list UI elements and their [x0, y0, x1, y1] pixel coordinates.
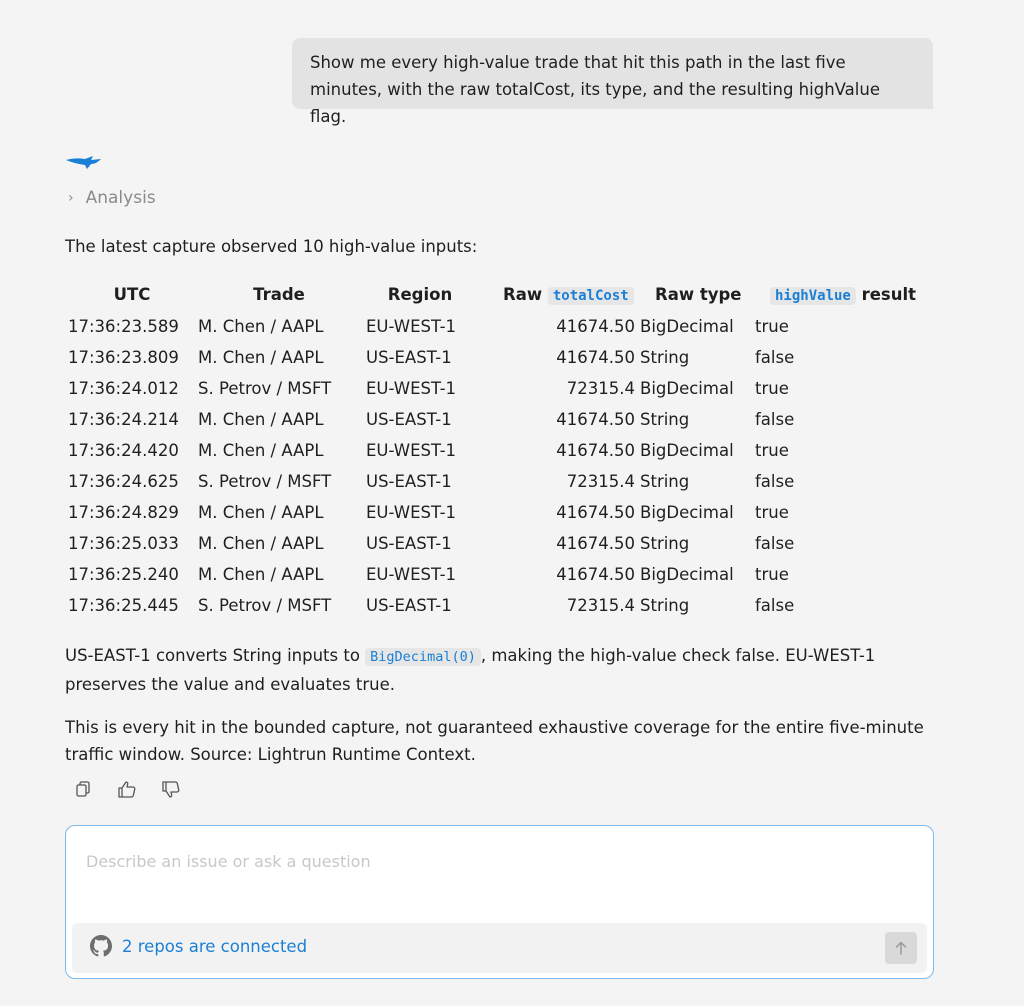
- cell-utc: 17:36:23.589: [68, 317, 179, 336]
- cell-region: EU-WEST-1: [366, 441, 457, 460]
- cell-utc: 17:36:24.420: [68, 441, 179, 460]
- send-button[interactable]: [885, 932, 917, 964]
- cell-type: String: [640, 534, 690, 553]
- analysis-toggle[interactable]: [68, 186, 156, 210]
- thumbs-down-icon[interactable]: [162, 778, 180, 800]
- composer-footer: [72, 923, 927, 973]
- cell-cost: 72315.4: [566, 379, 635, 398]
- table-row: [65, 311, 925, 342]
- thumbs-up-icon[interactable]: [118, 778, 136, 800]
- header-raw-prefix: Raw: [503, 285, 543, 304]
- repos-connected-label: 2 repos are connected: [122, 936, 308, 956]
- header-result-suffix: result: [861, 285, 917, 304]
- cell-trade: M. Chen / AAPL: [198, 410, 324, 429]
- cell-result: false: [755, 348, 795, 367]
- cell-type: String: [640, 348, 690, 367]
- table-row: [65, 497, 925, 528]
- cell-result: false: [755, 534, 795, 553]
- cell-region: US-EAST-1: [366, 348, 452, 367]
- cell-type: String: [640, 596, 690, 615]
- cell-result: true: [755, 379, 789, 398]
- table-row: [65, 342, 925, 373]
- cell-trade: M. Chen / AAPL: [198, 441, 324, 460]
- cell-utc: 17:36:25.445: [68, 596, 179, 615]
- cell-type: String: [640, 410, 690, 429]
- bird-logo-icon: [65, 154, 103, 172]
- header-totalcost-code: totalCost: [548, 287, 634, 305]
- cell-region: US-EAST-1: [366, 410, 452, 429]
- analysis-label: Analysis: [85, 188, 156, 208]
- chevron-right-icon: ›: [68, 190, 74, 206]
- cell-utc: 17:36:24.625: [68, 472, 179, 491]
- header-trade: Trade: [253, 285, 305, 304]
- header-region: Region: [387, 285, 453, 304]
- cell-trade: M. Chen / AAPL: [198, 348, 324, 367]
- coverage-note: This is every hit in the bounded capture, not guaranteed exhaustive coverage for the entire five-minute traffic window. Source: Lightrun Runtime Context.: [65, 718, 924, 764]
- explanation-text-after: , making the high-value check false. EU-WEST-1 preserves the value and evaluates true.: [65, 646, 876, 694]
- github-icon: [90, 935, 112, 957]
- cell-result: false: [755, 472, 795, 491]
- cell-utc: 17:36:24.012: [68, 379, 179, 398]
- cell-result: true: [755, 441, 789, 460]
- table-header-row: [65, 279, 925, 310]
- repos-connected-link[interactable]: [90, 935, 307, 957]
- cell-cost: 41674.50: [556, 317, 635, 336]
- message-actions: [74, 778, 180, 800]
- cell-utc: 17:36:25.033: [68, 534, 179, 553]
- user-message-bubble: [292, 38, 933, 126]
- cell-trade: S. Petrov / MSFT: [198, 596, 332, 615]
- cell-cost: 72315.4: [566, 596, 635, 615]
- table-row: [65, 404, 925, 435]
- cell-type: BigDecimal: [640, 317, 734, 336]
- intro-text: The latest capture observed 10 high-value inputs:: [65, 237, 478, 256]
- cell-cost: 72315.4: [566, 472, 635, 491]
- cell-result: false: [755, 596, 795, 615]
- cell-type: BigDecimal: [640, 379, 734, 398]
- message-composer: [65, 825, 934, 979]
- header-raw-type: Raw type: [655, 285, 742, 304]
- cell-result: true: [755, 565, 789, 584]
- table-row: [65, 559, 925, 590]
- cell-cost: 41674.50: [556, 565, 635, 584]
- cell-trade: M. Chen / AAPL: [198, 317, 324, 336]
- cell-cost: 41674.50: [556, 534, 635, 553]
- cell-type: BigDecimal: [640, 441, 734, 460]
- copy-icon[interactable]: [74, 778, 92, 800]
- cell-cost: 41674.50: [556, 410, 635, 429]
- cell-region: US-EAST-1: [366, 472, 452, 491]
- explanation-text-before: US-EAST-1 converts String inputs to: [65, 646, 366, 665]
- cell-result: true: [755, 317, 789, 336]
- cell-type: BigDecimal: [640, 503, 734, 522]
- cell-cost: 41674.50: [556, 441, 635, 460]
- table-row: [65, 435, 925, 466]
- cell-type: String: [640, 472, 690, 491]
- cell-type: BigDecimal: [640, 565, 734, 584]
- cell-region: EU-WEST-1: [366, 317, 457, 336]
- question-input[interactable]: [84, 851, 908, 872]
- table-row: [65, 466, 925, 497]
- cell-cost: 41674.50: [556, 503, 635, 522]
- cell-result: false: [755, 410, 795, 429]
- table-row: [65, 590, 925, 621]
- explanation-paragraph: [65, 642, 935, 698]
- table-row: [65, 528, 925, 559]
- cell-region: US-EAST-1: [366, 596, 452, 615]
- cell-trade: S. Petrov / MSFT: [198, 472, 332, 491]
- cell-region: EU-WEST-1: [366, 565, 457, 584]
- table-row: [65, 373, 925, 404]
- header-highvalue-code: highValue: [770, 287, 856, 305]
- cell-cost: 41674.50: [556, 348, 635, 367]
- cell-utc: 17:36:23.809: [68, 348, 179, 367]
- cell-trade: M. Chen / AAPL: [198, 534, 324, 553]
- cell-region: EU-WEST-1: [366, 379, 457, 398]
- header-raw-totalcost: [503, 279, 638, 312]
- user-message-text: Show me every high-value trade that hit this path in the last five minutes, with the raw totalCost, its type, and the resulting highValue flag.: [310, 53, 880, 126]
- bigdecimal-code: BigDecimal(0): [365, 648, 481, 666]
- header-utc: UTC: [113, 285, 151, 304]
- cell-utc: 17:36:25.240: [68, 565, 179, 584]
- cell-region: US-EAST-1: [366, 534, 452, 553]
- cell-utc: 17:36:24.214: [68, 410, 179, 429]
- cell-trade: M. Chen / AAPL: [198, 565, 324, 584]
- header-highvalue-result: [770, 279, 940, 312]
- cell-trade: S. Petrov / MSFT: [198, 379, 332, 398]
- cell-trade: M. Chen / AAPL: [198, 503, 324, 522]
- cell-result: true: [755, 503, 789, 522]
- arrow-up-icon: [895, 941, 907, 955]
- cell-utc: 17:36:24.829: [68, 503, 179, 522]
- cell-region: EU-WEST-1: [366, 503, 457, 522]
